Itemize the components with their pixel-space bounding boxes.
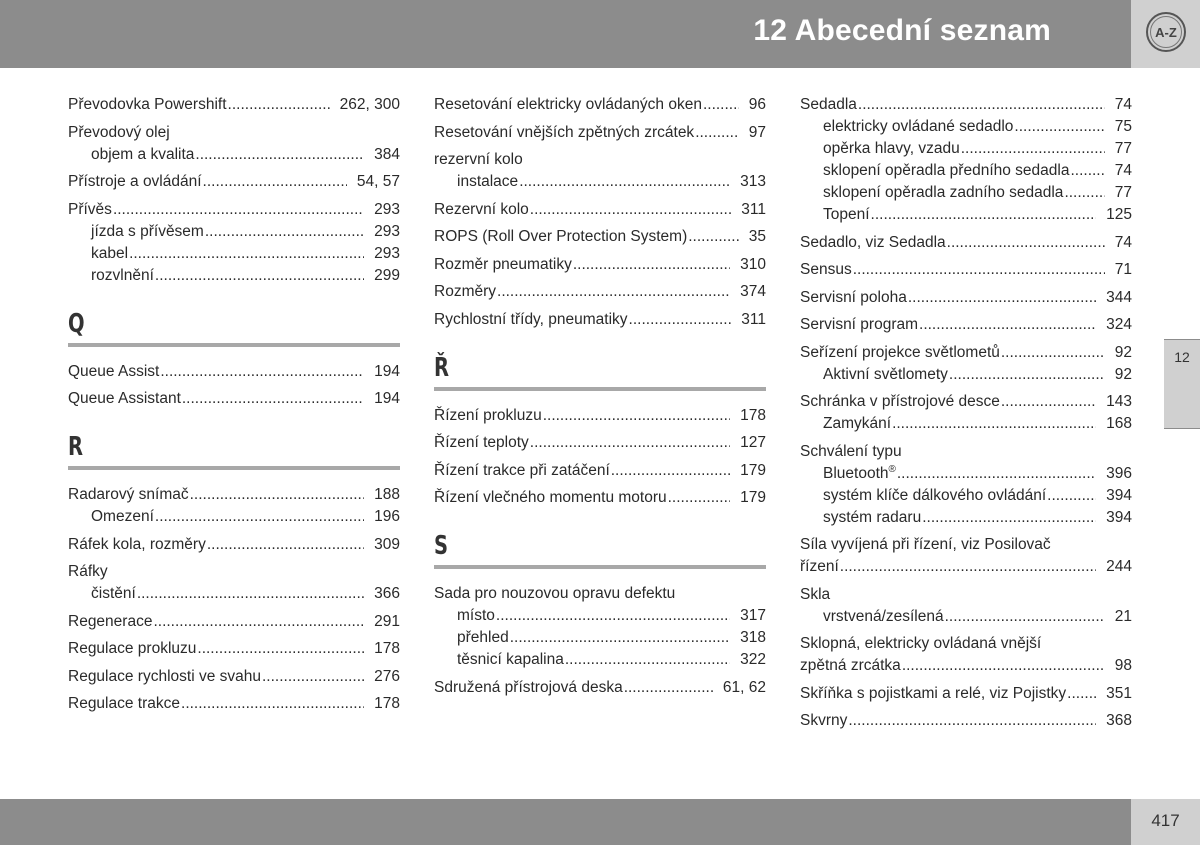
- index-term[interactable]: [800, 556, 1132, 578]
- leader-dots: [543, 405, 730, 427]
- index-entry: [800, 232, 1132, 254]
- entry-label: Skříňka s pojistkami a relé, viz Pojistky: [800, 684, 1067, 702]
- entry-label: Topení: [823, 206, 870, 223]
- entry-label: Skvrny: [800, 712, 848, 729]
- index-entry: [434, 677, 766, 699]
- index-term[interactable]: [800, 342, 1132, 364]
- index-entry: [434, 487, 766, 509]
- page-reference[interactable]: 98: [1114, 657, 1132, 674]
- page-reference[interactable]: 244: [1106, 558, 1132, 575]
- page-reference[interactable]: 74: [1114, 233, 1132, 251]
- entry-label: Přístroje a ovládání: [68, 173, 202, 190]
- page-reference[interactable]: 311: [741, 310, 766, 328]
- index-term: [68, 122, 400, 144]
- leader-dots: [496, 605, 730, 627]
- index-entry: [68, 534, 400, 556]
- section-divider: [434, 387, 766, 391]
- page-reference[interactable]: 92: [1114, 343, 1132, 361]
- entry-label: Ráfky: [68, 563, 108, 580]
- section-letter: R: [68, 432, 84, 462]
- index-entry: [434, 254, 766, 276]
- leader-dots: [155, 506, 364, 528]
- index-term[interactable]: [800, 259, 1132, 281]
- index-term[interactable]: [800, 314, 1132, 336]
- index-term[interactable]: [434, 226, 766, 248]
- index-subentry[interactable]: [800, 204, 1132, 226]
- section-divider: [434, 565, 766, 569]
- index-entry: [800, 94, 1132, 226]
- entry-label: zpětná zrcátka: [800, 657, 901, 674]
- leader-dots: [897, 463, 1096, 485]
- page-reference[interactable]: 366: [374, 585, 400, 602]
- index-entry: [434, 199, 766, 221]
- entry-label: elektricky ovládané sedadlo: [823, 118, 1014, 135]
- leader-dots: [205, 221, 364, 243]
- leader-dots: [510, 627, 730, 649]
- leader-dots: [228, 94, 330, 116]
- index-entry: [434, 281, 766, 303]
- index-entry: [68, 693, 400, 715]
- section-header: [434, 531, 766, 569]
- entry-label: Queue Assist: [68, 362, 160, 380]
- entry-label: vrstvená/zesílená: [823, 607, 944, 625]
- page-reference[interactable]: 313: [740, 173, 766, 190]
- entry-label: systém radaru: [823, 508, 922, 526]
- leader-dots: [207, 534, 364, 556]
- index-subentry[interactable]: [800, 485, 1132, 507]
- index-entry: [68, 361, 400, 383]
- index-column-3: [800, 94, 1132, 738]
- entry-label: Queue Assistant: [68, 390, 181, 407]
- entry-label: Resetování vnějších zpětných zrcátek: [434, 123, 695, 141]
- page-reference[interactable]: 394: [1106, 486, 1132, 504]
- leader-dots: [262, 666, 364, 688]
- leader-dots: [181, 693, 364, 715]
- page-reference[interactable]: 96: [748, 96, 766, 113]
- page-reference[interactable]: 188: [374, 486, 400, 503]
- index-entry: [68, 484, 400, 528]
- index-entry: [800, 584, 1132, 628]
- section-divider: [68, 466, 400, 470]
- entry-label: opěrka hlavy, vzadu: [823, 140, 960, 157]
- entry-label: přehled: [457, 629, 509, 646]
- page-reference[interactable]: 291: [374, 612, 400, 630]
- index-entry: [68, 611, 400, 633]
- index-term: [800, 534, 1132, 556]
- leader-dots: [1070, 160, 1104, 182]
- leader-dots: [153, 611, 364, 633]
- section-header: [434, 353, 766, 391]
- entry-label: Aktivní světlomety: [823, 365, 948, 383]
- index-term[interactable]: [434, 432, 766, 454]
- leader-dots: [530, 199, 732, 221]
- leader-dots: [565, 649, 730, 671]
- page-reference[interactable]: 322: [740, 651, 766, 668]
- index-subentry[interactable]: [800, 507, 1132, 529]
- index-term[interactable]: [68, 484, 400, 506]
- page-reference[interactable]: 194: [374, 390, 400, 407]
- index-subentry[interactable]: [800, 463, 1132, 485]
- index-entry: [800, 683, 1132, 705]
- entry-label: čistění: [91, 585, 136, 602]
- leader-dots: [892, 413, 1096, 435]
- entry-label: Rozměr pneumatiky: [434, 255, 572, 273]
- index-term[interactable]: [434, 677, 766, 699]
- index-subentry[interactable]: [800, 606, 1132, 628]
- entry-label: Řízení prokluzu: [434, 406, 542, 424]
- entry-label: systém klíče dálkového ovládání: [823, 486, 1047, 504]
- index-term[interactable]: [68, 534, 400, 556]
- entry-label: Ráfek kola, rozměry: [68, 535, 206, 553]
- index-entry: [68, 388, 400, 410]
- entry-label: Řízení vlečného momentu motoru: [434, 489, 667, 506]
- leader-dots: [945, 606, 1105, 628]
- leader-dots: [949, 364, 1105, 386]
- page-title: 12 Abecední seznam: [753, 14, 1051, 47]
- page-reference[interactable]: 396: [1106, 464, 1132, 482]
- entry-label: Sada pro nouzovou opravu defektu: [434, 585, 676, 602]
- page-reference[interactable]: 71: [1114, 261, 1132, 278]
- index-entry: [434, 432, 766, 454]
- leader-dots: [947, 232, 1105, 254]
- index-term[interactable]: [68, 94, 400, 116]
- index-term: [800, 633, 1132, 655]
- index-column-2: [434, 94, 766, 704]
- leader-dots: [197, 638, 364, 660]
- page-reference[interactable]: 97: [748, 123, 766, 141]
- entry-label: Regulace prokluzu: [68, 640, 197, 657]
- leader-dots: [190, 484, 365, 506]
- page-reference[interactable]: 125: [1106, 206, 1132, 223]
- index-entry: [68, 171, 400, 193]
- entry-label: řízení: [800, 558, 839, 575]
- index-term[interactable]: [800, 391, 1132, 413]
- entry-label: Resetování elektricky ovládaných oken: [434, 96, 702, 113]
- entry-label: Regenerace: [68, 612, 153, 630]
- index-subentry[interactable]: [68, 221, 400, 243]
- index-term[interactable]: [800, 683, 1132, 705]
- leader-dots: [1001, 391, 1096, 413]
- leader-dots: [629, 309, 732, 331]
- leader-dots: [919, 314, 1096, 336]
- index-term[interactable]: [800, 655, 1132, 677]
- entry-label: Sedadlo, viz Sedadla: [800, 233, 946, 251]
- index-term: [68, 561, 400, 583]
- page-reference[interactable]: 344: [1106, 288, 1132, 306]
- leader-dots: [695, 122, 739, 144]
- leader-dots: [902, 655, 1105, 677]
- entry-label: instalace: [457, 173, 519, 190]
- leader-dots: [1001, 342, 1105, 364]
- index-subentry[interactable]: [800, 413, 1132, 435]
- entry-label: Radarový snímač: [68, 486, 189, 503]
- leader-dots: [848, 710, 1096, 732]
- index-term[interactable]: [68, 199, 400, 221]
- index-subentry[interactable]: [800, 182, 1132, 204]
- leader-dots: [203, 171, 347, 193]
- page-reference[interactable]: 74: [1114, 96, 1132, 113]
- index-subentry[interactable]: [68, 243, 400, 265]
- index-subentry[interactable]: [800, 116, 1132, 138]
- index-subentry[interactable]: [68, 583, 400, 605]
- page-reference[interactable]: 196: [374, 508, 400, 525]
- entry-label: Servisní program: [800, 316, 919, 333]
- page-reference[interactable]: 309: [374, 535, 400, 553]
- page-reference[interactable]: 276: [374, 667, 400, 685]
- index-entry: [68, 94, 400, 116]
- page-reference[interactable]: 311: [741, 200, 766, 218]
- page-reference[interactable]: 293: [374, 244, 400, 262]
- entry-label: Schválení typu: [800, 442, 902, 460]
- page-reference[interactable]: 293: [374, 200, 400, 218]
- index-term[interactable]: [68, 666, 400, 688]
- section-header: [68, 432, 400, 470]
- entry-label: Převodovka Powershift: [68, 96, 227, 113]
- page-reference[interactable]: 92: [1114, 365, 1132, 383]
- leader-dots: [1047, 485, 1096, 507]
- entry-label: jízda s přívěsem: [91, 222, 204, 240]
- index-subentry[interactable]: [68, 265, 400, 287]
- page-reference[interactable]: 168: [1106, 415, 1132, 432]
- index-entry: [800, 259, 1132, 281]
- leader-dots: [497, 281, 730, 303]
- page-reference[interactable]: 179: [740, 489, 766, 506]
- index-term[interactable]: [68, 611, 400, 633]
- page-reference[interactable]: 324: [1106, 316, 1132, 333]
- section-letter: Q: [68, 308, 85, 339]
- entry-label: Řízení trakce při zatáčení: [434, 461, 610, 479]
- index-subentry[interactable]: [434, 627, 766, 649]
- index-subentry[interactable]: [68, 144, 400, 166]
- entry-label: Bluetooth®: [823, 463, 896, 482]
- leader-dots: [871, 204, 1097, 226]
- index-entry: [434, 149, 766, 193]
- section-letter: S: [434, 531, 449, 561]
- entry-label: Rezervní kolo: [434, 200, 529, 218]
- index-term[interactable]: [434, 405, 766, 427]
- leader-dots: [668, 487, 731, 509]
- leader-dots: [922, 507, 1096, 529]
- index-subentry[interactable]: [800, 138, 1132, 160]
- page-reference[interactable]: 35: [748, 228, 766, 245]
- leader-dots: [113, 199, 364, 221]
- leader-dots: [160, 361, 364, 383]
- entry-label: místo: [457, 607, 495, 624]
- leader-dots: [624, 677, 713, 699]
- index-entry: [800, 314, 1132, 336]
- index-term[interactable]: [800, 710, 1132, 732]
- leader-dots: [611, 460, 730, 482]
- entry-label: Servisní poloha: [800, 288, 907, 306]
- leader-dots: [137, 583, 364, 605]
- index-entry: [800, 342, 1132, 386]
- page-reference[interactable]: 77: [1114, 140, 1132, 157]
- leader-dots: [129, 243, 364, 265]
- index-entry: [800, 441, 1132, 529]
- index-term[interactable]: [434, 487, 766, 509]
- page-reference[interactable]: 54, 57: [356, 173, 400, 190]
- index-term[interactable]: [434, 254, 766, 276]
- entry-label: Rozměry: [434, 283, 497, 300]
- index-entry: [800, 633, 1132, 677]
- index-entry: [68, 666, 400, 688]
- leader-dots: [688, 226, 739, 248]
- entry-label: Řízení teploty: [434, 434, 529, 451]
- index-entry: [68, 199, 400, 287]
- index-term: [800, 441, 1132, 463]
- index-term[interactable]: [68, 361, 400, 383]
- index-entry: [800, 534, 1132, 578]
- entry-label: Síla vyvíjená při řízení, viz Posilovač: [800, 536, 1051, 553]
- entry-label: kabel: [91, 244, 129, 262]
- entry-label: Regulace rychlosti ve svahu: [68, 667, 261, 685]
- index-term[interactable]: [68, 638, 400, 660]
- index-term[interactable]: [434, 309, 766, 331]
- entry-label: rozvlnění: [91, 266, 154, 284]
- index-subentry[interactable]: [434, 171, 766, 193]
- leader-dots: [853, 259, 1105, 281]
- leader-dots: [840, 556, 1096, 578]
- page-reference[interactable]: 75: [1114, 118, 1132, 135]
- index-term[interactable]: [68, 693, 400, 715]
- superscript-mark: ®: [888, 463, 896, 475]
- index-entry: [800, 287, 1132, 309]
- page-reference[interactable]: 394: [1106, 508, 1132, 526]
- index-term[interactable]: [800, 287, 1132, 309]
- leader-dots: [195, 144, 364, 166]
- index-term[interactable]: [434, 199, 766, 221]
- index-entry: [800, 710, 1132, 732]
- leader-dots: [858, 94, 1105, 116]
- page-reference[interactable]: 143: [1106, 393, 1132, 410]
- page-reference[interactable]: 178: [740, 406, 766, 424]
- leader-dots: [908, 287, 1096, 309]
- entry-label: ROPS (Roll Over Protection System): [434, 228, 688, 245]
- entry-label: rezervní kolo: [434, 151, 523, 168]
- index-subentry[interactable]: [68, 506, 400, 528]
- page-reference[interactable]: 178: [374, 695, 400, 712]
- header-bar: [0, 0, 1131, 68]
- index-subentry[interactable]: [800, 160, 1132, 182]
- leader-dots: [573, 254, 730, 276]
- leader-dots: [1067, 683, 1096, 705]
- page-reference[interactable]: 384: [374, 145, 400, 163]
- page-reference[interactable]: 299: [374, 266, 400, 284]
- entry-label: Rychlostní třídy, pneumatiky: [434, 310, 628, 328]
- section-divider: [68, 343, 400, 347]
- page-reference[interactable]: 317: [740, 607, 766, 624]
- index-term: [434, 583, 766, 605]
- index-term[interactable]: [800, 94, 1132, 116]
- page-reference[interactable]: 318: [740, 629, 766, 646]
- entry-label: Zamykání: [823, 415, 892, 432]
- entry-label: sklopení opěradla zadního sedadla: [823, 184, 1064, 201]
- index-term[interactable]: [434, 281, 766, 303]
- page-reference[interactable]: 77: [1114, 184, 1132, 201]
- entry-label: Přívěs: [68, 200, 112, 218]
- section-header: [68, 309, 400, 347]
- leader-dots: [1014, 116, 1104, 138]
- entry-label: Omezení: [91, 508, 154, 525]
- chapter-side-tab[interactable]: 12: [1164, 339, 1200, 429]
- index-term[interactable]: [434, 94, 766, 116]
- entry-label: sklopení opěradla předního sedadla: [823, 162, 1070, 179]
- az-index-icon: A-Z: [1146, 12, 1186, 52]
- index-term: [800, 584, 1132, 606]
- entry-label: objem a kvalita: [91, 145, 195, 163]
- entry-label: Převodový olej: [68, 123, 170, 141]
- index-entry: [68, 122, 400, 166]
- entry-label: Sensus: [800, 261, 852, 278]
- index-term[interactable]: [68, 171, 400, 193]
- index-entry: [434, 309, 766, 331]
- entry-label: Sedadla: [800, 96, 857, 113]
- index-term[interactable]: [68, 388, 400, 410]
- page-reference[interactable]: 374: [740, 283, 766, 300]
- index-entry: [800, 391, 1132, 435]
- index-subentry[interactable]: [434, 649, 766, 671]
- index-term[interactable]: [434, 122, 766, 144]
- index-column-1: [68, 94, 400, 721]
- leader-dots: [155, 265, 364, 287]
- index-subentry[interactable]: [434, 605, 766, 627]
- page-reference[interactable]: 179: [740, 461, 766, 479]
- index-entry: [434, 122, 766, 144]
- leader-dots: [530, 432, 730, 454]
- entry-label: těsnicí kapalina: [457, 651, 564, 668]
- page-reference[interactable]: 293: [374, 222, 400, 240]
- leader-dots: [703, 94, 739, 116]
- page-reference[interactable]: 310: [740, 255, 766, 273]
- page-reference[interactable]: 178: [374, 640, 400, 657]
- page-reference[interactable]: 368: [1106, 712, 1132, 729]
- entry-label: Regulace trakce: [68, 695, 181, 712]
- leader-dots: [182, 388, 364, 410]
- entry-label: Skla: [800, 585, 831, 603]
- leader-dots: [1064, 182, 1104, 204]
- index-entry: [434, 94, 766, 116]
- index-entry: [434, 226, 766, 248]
- index-entry: [68, 561, 400, 605]
- page-reference[interactable]: 262, 300: [339, 96, 400, 113]
- entry-label: Seřízení projekce světlometů: [800, 343, 1000, 361]
- page-reference[interactable]: 61, 62: [722, 678, 766, 696]
- footer-bar: [0, 799, 1131, 845]
- index-subentry[interactable]: [800, 364, 1132, 386]
- entry-label: Schránka v přístrojové desce: [800, 393, 1000, 410]
- index-term: [434, 149, 766, 171]
- index-term[interactable]: [800, 232, 1132, 254]
- index-entry: [434, 583, 766, 671]
- entry-label: Sdružená přístrojová deska: [434, 678, 623, 696]
- index-entry: [434, 460, 766, 482]
- page-reference[interactable]: 74: [1114, 162, 1132, 179]
- page-number: 417: [1151, 811, 1180, 830]
- leader-dots: [519, 171, 730, 193]
- index-entry: [434, 405, 766, 427]
- leader-dots: [961, 138, 1105, 160]
- page-reference[interactable]: 21: [1114, 607, 1132, 625]
- section-letter: Ř: [434, 352, 450, 383]
- index-term[interactable]: [434, 460, 766, 482]
- index-entry: [68, 638, 400, 660]
- page-reference[interactable]: 194: [374, 362, 400, 380]
- entry-label: Sklopná, elektricky ovládaná vnější: [800, 635, 1042, 652]
- page-reference[interactable]: 127: [740, 434, 766, 451]
- page-reference[interactable]: 351: [1106, 684, 1132, 702]
